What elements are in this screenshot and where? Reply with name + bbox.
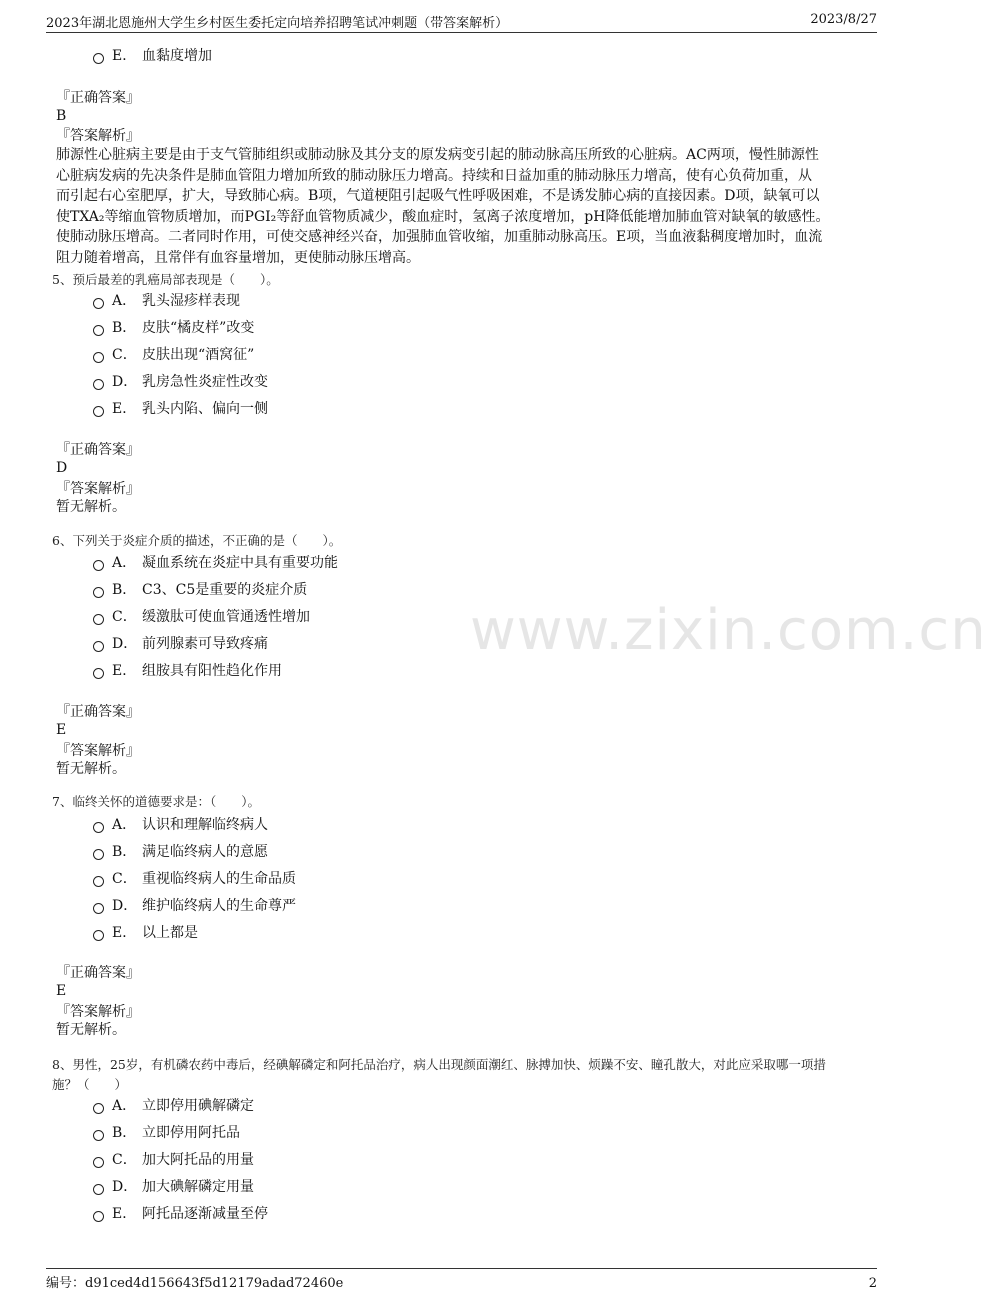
q7-analysis: 暂无解析。 [56,1022,126,1038]
document-title: 2023年湖北恩施州大学生乡村医生委托定向培养招聘笔试冲刺题（带答案解析） [46,16,509,31]
q8-option-c[interactable]: C． 加大阿托品的用量 [93,1148,254,1170]
document-code: 编号：d91ced4d156643f5d12179adad72460e [46,1276,344,1291]
q6-answer: E [56,722,67,738]
radio-icon[interactable] [93,849,104,860]
question-7-text: 7、临终关怀的道德要求是：（ ）。 [52,794,260,809]
q7-option-d[interactable]: D． 维护临终病人的生命尊严 [93,894,296,916]
q5-option-e[interactable]: E． 乳头内陷、偏向一侧 [93,397,268,419]
q4-analysis-label: 『答案解析』 [56,128,140,144]
watermark: www.zixin.com.cn [470,598,987,663]
radio-icon[interactable] [93,325,104,336]
radio-icon[interactable] [93,930,104,941]
radio-icon[interactable] [93,298,104,309]
radio-icon[interactable] [93,641,104,652]
q8-option-d[interactable]: D． 加大碘解磷定用量 [93,1175,254,1197]
radio-icon[interactable] [93,560,104,571]
q4-answer-label: 『正确答案』 [56,90,140,106]
radio-icon[interactable] [93,1130,104,1141]
radio-icon[interactable] [93,1103,104,1114]
page-header [46,12,877,33]
page-number: 2 [868,1276,877,1291]
q4-answer: B [56,108,67,124]
radio-icon[interactable] [93,587,104,598]
q7-option-b[interactable]: B． 满足临终病人的意愿 [93,840,268,862]
question-5-text: 5、预后最差的乳癌局部表现是（ ）。 [52,272,279,287]
radio-icon[interactable] [93,1184,104,1195]
q5-option-d[interactable]: D． 乳房急性炎症性改变 [93,370,268,392]
q5-answer: D [56,460,68,476]
document-date: 2023/8/27 [810,12,877,27]
radio-icon[interactable] [93,903,104,914]
q8-option-e[interactable]: E． 阿托品逐渐减量至停 [93,1202,268,1224]
question-6-text: 6、下列关于炎症介质的描述，不正确的是（ ）。 [52,533,342,548]
radio-icon[interactable] [93,1157,104,1168]
q5-option-a[interactable]: A． 乳头湿疹样表现 [93,289,240,311]
radio-icon[interactable] [93,379,104,390]
q6-answer-label: 『正确答案』 [56,704,140,720]
q8-option-a[interactable]: A． 立即停用碘解磷定 [93,1094,254,1116]
q6-option-a[interactable]: A． 凝血系统在炎症中具有重要功能 [93,551,338,573]
page-footer [46,1268,877,1291]
q7-analysis-label: 『答案解析』 [56,1004,140,1020]
q6-analysis: 暂无解析。 [56,761,126,777]
q6-option-d[interactable]: D． 前列腺素可导致疼痛 [93,632,268,654]
q6-option-e[interactable]: E． 组胺具有阳性趋化作用 [93,659,282,681]
q6-analysis-label: 『答案解析』 [56,743,140,759]
radio-icon[interactable] [93,1211,104,1222]
radio-icon[interactable] [93,822,104,833]
q7-option-e[interactable]: E． 以上都是 [93,921,198,943]
q5-analysis: 暂无解析。 [56,499,126,515]
radio-icon[interactable] [93,668,104,679]
radio-icon[interactable] [93,614,104,625]
q5-answer-label: 『正确答案』 [56,442,140,458]
q6-option-b[interactable]: B． C3、C5是重要的炎症介质 [93,578,307,600]
q4-analysis: 肺源性心脏病主要是由于支气管肺组织或肺动脉及其分支的原发病变引起的肺动脉高压所致的心脏病。AC两项，慢性肺源性 心脏病发病的先决条件是肺血管阻力增加所致的肺动脉压力增高。持续和日益加重的肺动脉压力增高，使有心负荷加重，从 而引起右心室肥厚，扩大，导致肺心病。B项，气道梗阻引起吸气性呼吸困难，不是诱发肺心病的直接因素。D项，缺氧可以 使TXA₂等缩血管物质增加，而PGI₂等舒血管物质减少，酸血症时，氢离子浓度增加，pH降低能增加肺血管对缺氧的敏感性。 使肺动脉压增高。二者同时作用，可使交感神经兴奋，加强肺血管收缩，加重肺动脉高压。E项，当血液黏稠度增加时，血流 阻力随着增高，且常伴有血容量增加，更使肺动脉压增高。 [56,147,830,266]
radio-icon[interactable] [93,53,104,64]
q7-answer-label: 『正确答案』 [56,965,140,981]
q7-option-c[interactable]: C． 重视临终病人的生命品质 [93,867,296,889]
q7-option-a[interactable]: A． 认识和理解临终病人 [93,813,268,835]
q7-answer: E [56,983,67,999]
radio-icon[interactable] [93,876,104,887]
question-8-text: 8、男性，25岁，有机磷农药中毒后，经碘解磷定和阿托品治疗，病人出现颜面潮红、脉搏加快、烦躁不安、瞳孔散大，对此应采取哪一项措 施？（ ） [52,1057,826,1092]
radio-icon[interactable] [93,352,104,363]
q4-option-e[interactable]: E． 血黏度增加 [93,44,212,66]
q5-analysis-label: 『答案解析』 [56,481,140,497]
radio-icon[interactable] [93,406,104,417]
q6-option-c[interactable]: C． 缓激肽可使血管通透性增加 [93,605,310,627]
q8-option-b[interactable]: B． 立即停用阿托品 [93,1121,240,1143]
q5-option-b[interactable]: B． 皮肤“橘皮样”改变 [93,316,254,338]
q5-option-c[interactable]: C． 皮肤出现“酒窝征” [93,343,254,365]
